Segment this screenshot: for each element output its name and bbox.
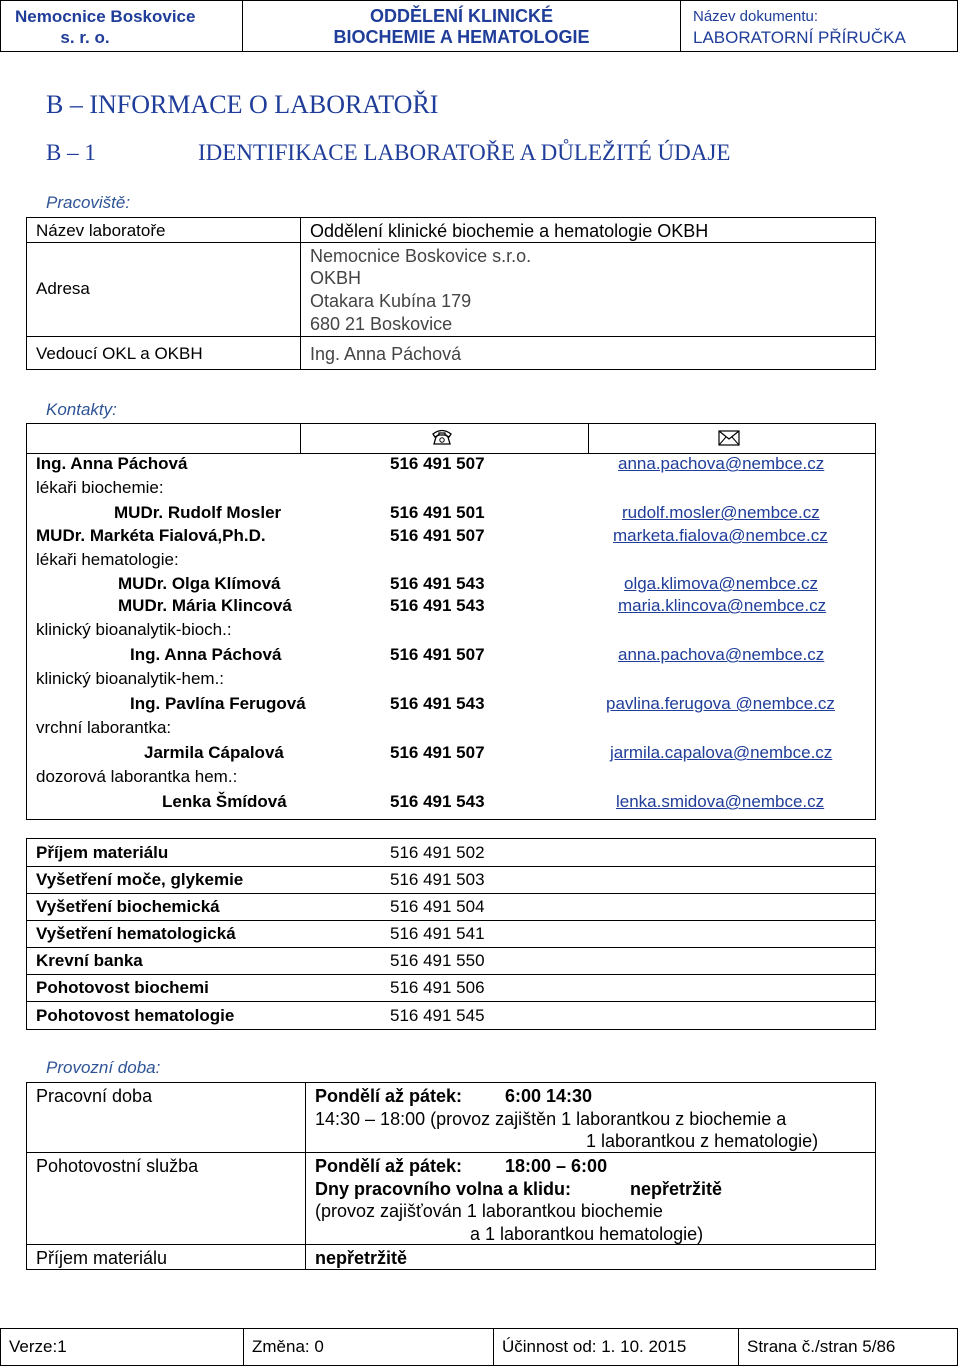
head-value: Ing. Anna Páchová (310, 344, 462, 364)
contact-phone: 516 491 507 (390, 743, 485, 762)
duty-time: 18:00 – 6:00 (505, 1156, 608, 1176)
contact-email[interactable]: anna.pachova@nembce.cz (618, 454, 825, 473)
work-hours-label: Pracovní doba (36, 1086, 153, 1106)
contact-email[interactable]: olga.klimova@nembce.cz (624, 574, 818, 593)
contact-group: vrchní laborantka: (36, 718, 172, 737)
service-phone: 516 491 502 (390, 843, 485, 862)
service-phone: 516 491 506 (390, 978, 485, 997)
work-hours-note: 14:30 – 18:00 (provoz zajištěn 1 laborantkou z biochemie a (315, 1109, 787, 1129)
header-organization (1, 1, 243, 51)
page-footer (0, 1328, 958, 1366)
contact-name: Jarmila Cápalová (144, 743, 284, 762)
doc-label: Název dokumentu: (693, 8, 819, 25)
address-line: OKBH (310, 268, 362, 288)
service-label: Vyšetření hematologická (36, 924, 236, 943)
section-title: B – INFORMACE O LABORATOŘI (46, 90, 439, 119)
subsection-number: B – 1 (46, 140, 96, 165)
footer-page: Strana č./stran 5/86 (747, 1337, 896, 1356)
provoz-label: Provozní doba: (46, 1058, 161, 1077)
contact-name: MUDr. Markéta Fialová,Ph.D. (36, 526, 266, 545)
contact-email[interactable]: jarmila.capalova@nembce.cz (610, 743, 833, 762)
contact-email[interactable]: marketa.fialova@nembce.cz (613, 526, 828, 545)
telephone-icon (431, 428, 453, 451)
dept-line2: BIOCHEMIE A HEMATOLOGIE (333, 27, 590, 47)
pracoviste-label: Pracoviště: (46, 193, 131, 212)
duty-note: a 1 laborantkou hematologie) (470, 1224, 704, 1244)
service-label: Vyšetření moče, glykemie (36, 870, 244, 889)
contact-phone: 516 491 507 (390, 454, 485, 473)
envelope-icon (718, 430, 740, 451)
lab-name-label: Název laboratoře (36, 221, 166, 240)
work-hours-note: 1 laborantkou z hematologie) (586, 1131, 819, 1151)
duty-free-value: nepřetržitě (630, 1179, 723, 1199)
kontakty-label: Kontakty: (46, 400, 117, 419)
dept-line1: ODDĚLENÍ KLINICKÉ (369, 6, 553, 26)
contact-group: klinický bioanalytik-hem.: (36, 669, 225, 688)
contact-email[interactable]: lenka.smidova@nembce.cz (616, 792, 825, 811)
header-document (681, 1, 957, 51)
service-label: Pohotovost hematologie (36, 1006, 235, 1025)
footer-version: Verze:1 (1, 1329, 244, 1365)
work-hours-days: Pondělí až pátek: (315, 1086, 463, 1106)
contact-name: MUDr. Rudolf Mosler (114, 503, 282, 522)
service-phone: 516 491 550 (390, 951, 485, 970)
contact-phone: 516 491 543 (390, 596, 485, 615)
contact-phone: 516 491 543 (390, 574, 485, 593)
contact-email[interactable]: rudolf.mosler@nembce.cz (622, 503, 820, 522)
intake-label: Příjem materiálu (36, 1248, 168, 1268)
duty-free-label: Dny pracovního volna a klidu: (315, 1179, 572, 1199)
contact-email[interactable]: maria.klincova@nembce.cz (618, 596, 827, 615)
service-label: Pohotovost biochemi (36, 978, 209, 997)
duty-days: Pondělí až pátek: (315, 1156, 463, 1176)
service-label: Příjem materiálu (36, 843, 169, 862)
service-phone: 516 491 503 (390, 870, 485, 889)
footer-effective: Účinnost od: 1. 10. 2015 (494, 1329, 739, 1365)
contact-phone: 516 491 543 (390, 792, 485, 811)
contact-group: lékaři hematologie: (36, 550, 179, 569)
duty-note: (provoz zajišťován 1 laborantkou biochemie (315, 1201, 663, 1221)
address-label: Adresa (36, 279, 90, 298)
footer-change: Změna: 0 (244, 1329, 494, 1365)
address-line: Otakara Kubína 179 (310, 291, 472, 311)
contact-name: Ing. Pavlína Ferugová (130, 694, 306, 713)
address-line: Nemocnice Boskovice s.r.o. (310, 246, 532, 266)
address-line: 680 21 Boskovice (310, 314, 453, 334)
subsection-title: IDENTIFIKACE LABORATOŘE A DŮLEŽITÉ ÚDAJE (198, 140, 731, 165)
contact-email[interactable]: pavlina.ferugova @nembce.cz (606, 694, 835, 713)
contact-group: lékaři biochemie: (36, 478, 164, 497)
contact-name: Ing. Anna Páchová (36, 454, 188, 473)
page-header (0, 0, 958, 52)
work-hours-time: 6:00 14:30 (505, 1086, 593, 1106)
contact-name: MUDr. Olga Klímová (118, 574, 281, 593)
duty-label: Pohotovostní služba (36, 1156, 199, 1176)
service-phone: 516 491 545 (390, 1006, 485, 1025)
header-department (243, 1, 681, 51)
org-form: s. r. o. (60, 28, 110, 47)
contact-name: MUDr. Mária Klincová (118, 596, 292, 615)
contact-phone: 516 491 507 (390, 526, 485, 545)
contact-name: Ing. Anna Páchová (130, 645, 282, 664)
intake-value: nepřetržitě (315, 1248, 408, 1268)
service-phone: 516 491 541 (390, 924, 485, 943)
contact-email[interactable]: anna.pachova@nembce.cz (618, 645, 825, 664)
head-label: Vedoucí OKL a OKBH (36, 344, 203, 363)
lab-name-value: Oddělení klinické biochemie a hematologie OKBH (310, 221, 709, 241)
service-phone: 516 491 504 (390, 897, 485, 916)
contact-phone: 516 491 507 (390, 645, 485, 664)
contact-phone: 516 491 543 (390, 694, 485, 713)
org-name: Nemocnice Boskovice (15, 7, 196, 26)
service-label: Vyšetření biochemická (36, 897, 220, 916)
contact-phone: 516 491 501 (390, 503, 485, 522)
service-label: Krevní banka (36, 951, 143, 970)
contact-group: dozorová laborantka hem.: (36, 767, 238, 786)
contact-group: klinický bioanalytik-bioch.: (36, 620, 232, 639)
contact-name: Lenka Šmídová (162, 792, 287, 811)
doc-name: LABORATORNÍ PŘÍRUČKA (693, 28, 906, 47)
